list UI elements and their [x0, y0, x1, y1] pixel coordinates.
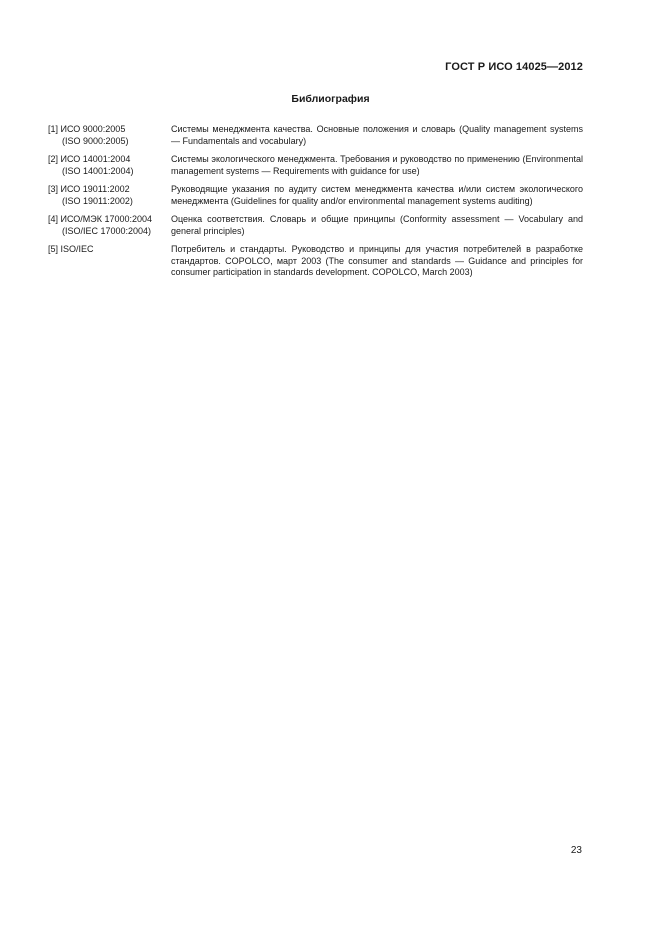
reference-alt-code: (ISO 14001:2004) — [62, 165, 134, 176]
reference-alt-code: (ISO/IEC 17000:2004) — [62, 225, 152, 236]
reference-code — [48, 184, 171, 207]
reference-code — [48, 214, 171, 237]
reference-number: [5] ISO/IEC — [48, 244, 94, 254]
reference-number: [1] ИСО 9000:2005 — [48, 124, 126, 134]
reference-number: [3] ИСО 19011:2002 — [48, 184, 130, 194]
reference-title: Руководящие указания по аудиту систем менеджмента качества и/или систем экологического менеджмента (Guidelines for quality and/or environmental management systems auditing) — [171, 184, 583, 206]
reference-title: Потребитель и стандарты. Руководство и принципы для участия потребителей в разработке стандартов. COPOLCO, март 2003 (The consumer and standards — Guidance and principles for consumer participation in standards development. COPOLCO, March 2003) — [171, 244, 583, 277]
reference-title: Системы менеджмента качества. Основные положения и словарь (Quality management systems — Fundamentals and vocabulary) — [171, 124, 583, 146]
page-number: 23 — [570, 845, 582, 856]
bibliography-entry — [48, 154, 583, 177]
reference-code — [48, 244, 171, 279]
bibliography-list — [48, 124, 583, 286]
reference-code — [48, 154, 171, 177]
reference-number: [4] ИСО/МЭК 17000:2004 — [48, 214, 153, 224]
section-title: Библиография — [291, 93, 370, 105]
reference-code — [48, 124, 171, 147]
bibliography-entry — [48, 124, 583, 147]
reference-alt-code: (ISO 19011:2002) — [62, 195, 133, 206]
bibliography-entry — [48, 214, 583, 237]
reference-number: [2] ИСО 14001:2004 — [48, 154, 131, 164]
reference-alt-code: (ISO 9000:2005) — [62, 135, 129, 146]
bibliography-entry — [48, 244, 583, 279]
reference-title: Системы экологического менеджмента. Требования и руководство по применению (Environmental management systems — Requirements with guidance for use) — [171, 154, 583, 176]
document-code: ГОСТ Р ИСО 14025—2012 — [445, 61, 583, 73]
bibliography-entry — [48, 184, 583, 207]
reference-title: Оценка соответствия. Словарь и общие принципы (Conformity assessment — Vocabulary and general principles) — [171, 214, 583, 236]
